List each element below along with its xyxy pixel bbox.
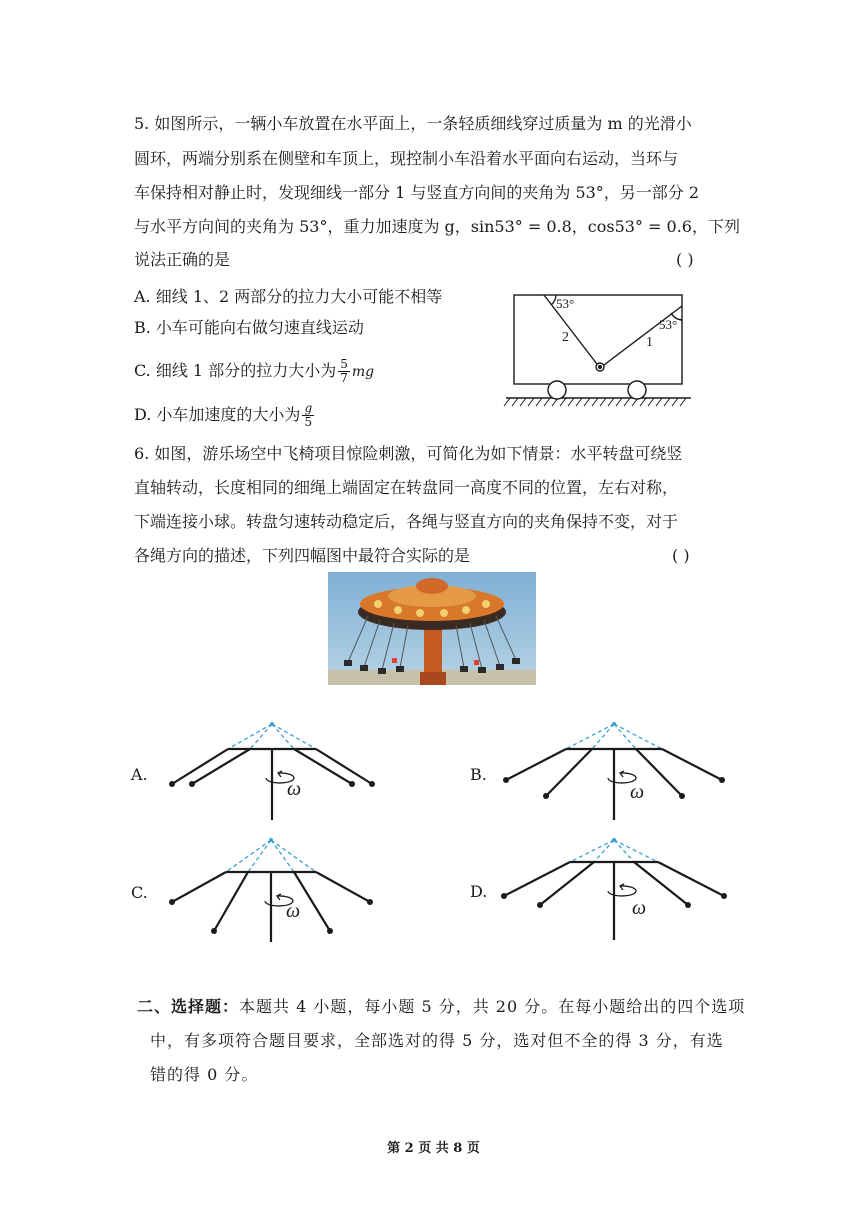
diagram-a-label: A. (131, 765, 148, 784)
string-label-2: 2 (562, 330, 569, 345)
q5-option-c-fraction (338, 358, 350, 385)
diagram-c-label: C. (131, 883, 148, 902)
section2-line-1 (137, 994, 745, 1017)
q6-line-3: 下端连接小球。转盘匀速转动稳定后，各绳与竖直方向的夹角保持不变，对于 (134, 512, 679, 531)
angle-label-right: 53° (659, 317, 678, 332)
angle-label-top: 53° (556, 296, 575, 311)
q5-option-a: A. 细线 1、2 两部分的拉力大小可能不相等 (134, 287, 443, 306)
diagram-b-label: B. (470, 765, 487, 784)
q5-option-d (134, 402, 316, 429)
diagram-c (160, 832, 390, 944)
ground-hatching (504, 398, 686, 406)
q5-line-1: 5. 如图所示，一辆小车放置在水平面上，一条轻质细线穿过质量为 m 的光滑小 (134, 114, 692, 133)
fraction-denominator: 5 (304, 415, 313, 429)
q5-option-c-text: C. 细线 1 部分的拉力大小为 (134, 361, 337, 380)
section2-text-1: 本题共 4 小题，每小题 5 分，共 20 分。在每小题给出的四个选项 (239, 997, 746, 1016)
q5-option-c (134, 358, 374, 385)
q6-line-1: 6. 如图，游乐场空中飞椅项目惊险刺激，可简化为如下情景：水平转盘可绕竖 (134, 444, 683, 463)
q5-option-d-fraction (302, 402, 314, 429)
omega-label: ω (630, 781, 645, 803)
q5-line-3: 车保持相对静止时，发现细线一部分 1 与竖直方向间的夹角为 53°，另一部分 2 (134, 183, 700, 202)
diagram-d-label: D. (470, 882, 488, 901)
section2-title: 二、选择题： (137, 997, 240, 1016)
q5-option-c-unit: mg (351, 364, 375, 380)
q5-answer-paren: ( ) (676, 250, 694, 269)
diagram-b (500, 716, 730, 826)
q5-option-b: B. 小车可能向右做匀速直线运动 (134, 318, 364, 337)
swing-ride-photo (328, 572, 536, 685)
q5-cart-figure (496, 286, 696, 412)
fraction-numerator: g (304, 401, 313, 415)
section2-line-2: 中，有多项符合题目要求，全部选对的得 5 分，选对但不全的得 3 分，有选 (150, 1031, 724, 1050)
q5-line-5: 说法正确的是 (134, 250, 231, 269)
cart-wheel-left (548, 381, 566, 399)
q5-option-d-text: D. 小车加速度的大小为 (134, 405, 301, 424)
q6-line-4: 各绳方向的描述，下列四幅图中最符合实际的是 (134, 546, 471, 565)
omega-label: ω (287, 778, 302, 800)
q5-line-2: 圆环，两端分别系在侧壁和车顶上，现控制小车沿着水平面向右运动，当环与 (134, 149, 679, 168)
q5-line-4: 与水平方向间的夹角为 53°，重力加速度为 g，sin53° = 0.8，cos53° = 0.6，下列 (134, 217, 740, 236)
fraction-denominator: 7 (340, 371, 348, 385)
page-footer: 第 2 页 共 8 页 (387, 1141, 480, 1156)
cart-wheel-right (628, 381, 646, 399)
fraction-numerator: 5 (340, 357, 348, 371)
section2-line-3: 错的得 0 分。 (150, 1065, 259, 1084)
omega-label: ω (286, 900, 301, 922)
q6-line-2: 直轴转动，长度相同的细绳上端固定在转盘同一高度不同的位置，左右对称， (134, 478, 679, 497)
omega-label: ω (632, 897, 647, 919)
string-label-1: 1 (646, 335, 653, 350)
string-part-1 (600, 306, 682, 368)
q6-answer-paren: ( ) (672, 546, 690, 565)
diagram-a (160, 716, 390, 826)
diagram-d (500, 832, 730, 944)
